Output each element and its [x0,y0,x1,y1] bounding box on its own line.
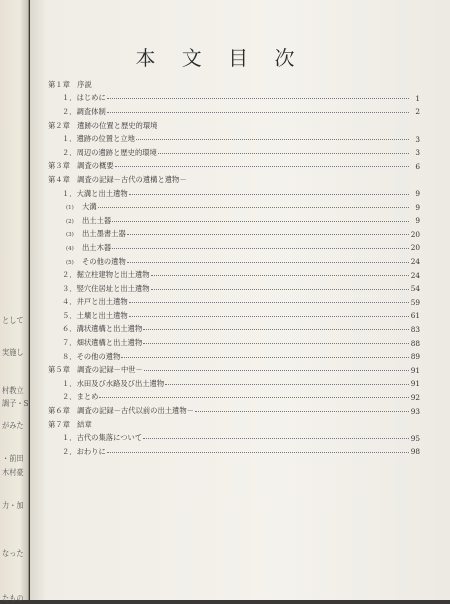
toc-page-number: 9 [415,202,420,212]
toc-page-number: 9 [415,216,420,226]
toc-entry-label: 第３章 調査の概要 [48,161,114,171]
dot-leader [143,437,409,439]
toc-entry-label: 第１章 序説 [48,79,92,89]
toc-entry-label: ７．畑状遺構と出土遺物 [62,338,143,348]
dot-leader [112,220,409,222]
toc-page-number: 24 [410,257,420,267]
toc-section-entry [48,350,420,364]
toc-section-entry [48,336,420,350]
toc-section-entry [48,377,420,391]
previous-page-text-fragment: なった [2,549,24,558]
toc-chapter-entry [48,173,420,187]
toc-subsection-number: (1) [66,205,74,212]
toc-entry-label: 第２章 遺跡の位置と歴史的環境 [48,120,158,130]
toc-section-entry [48,323,420,337]
toc-entry-label: その他の遺物 [82,256,126,266]
toc-section-entry [48,268,420,282]
toc-entry-label: ２．おわりに [62,446,106,456]
toc-section-entry [48,105,420,119]
dot-leader [98,206,409,208]
dot-leader [99,396,409,398]
toc-entry-label: ２．まとめ [62,392,99,402]
previous-page-text-fragment: たもの [2,594,24,603]
dot-leader [107,111,409,113]
toc-chapter-entry [48,363,420,377]
toc-section-entry [48,241,420,255]
dot-leader [107,451,409,453]
toc-section-entry [48,200,420,214]
dot-leader [136,138,409,140]
toc-page-number: 61 [410,311,420,321]
dot-leader [151,274,409,276]
toc-page-number: 3 [415,134,420,144]
toc-page-number: 2 [415,107,420,117]
toc-section-entry [48,214,420,228]
toc-entry-label: １．水田及び水路及び出土遺物 [62,378,165,388]
toc-chapter-entry [48,418,420,432]
toc-section-entry [48,146,420,160]
toc-entry-label: 出土墨書土器 [82,229,126,239]
toc-page-number: 59 [410,297,420,307]
previous-page-text-fragment: 実施し [2,348,24,357]
toc-entry-label: １．大溝と出土遺物 [62,188,128,198]
toc-entry-label: ４．井戸と出土遺物 [62,297,128,307]
toc-page-number: 24 [410,270,420,280]
toc-page-number: 83 [410,324,420,334]
toc-chapter-entry [48,160,420,174]
dot-leader [121,356,409,358]
page-title: 本 文 目 次 [135,46,305,70]
toc-entry-label: ３．竪穴住居址と出土遺物 [62,283,150,293]
toc-chapter-entry [48,78,420,92]
toc-section-entry [48,431,420,445]
previous-page-text-fragment: ・前田 [2,454,24,463]
toc-entry-label: 第６章 調査の記録－古代以前の出土遺物－ [48,406,194,416]
toc-subsection-number: (5) [66,259,74,266]
toc-page-number: 91 [410,365,420,375]
toc-page-number: 89 [410,352,420,362]
previous-page-text-fragment: 力・加 [2,501,24,510]
dot-leader [129,301,409,303]
dot-leader [143,328,409,330]
toc-entry-label: 第４章 調査の記録－古代の遺構と遺物－ [48,174,187,184]
toc-subsection-number: (2) [66,218,74,225]
toc-page-number: 93 [410,406,420,416]
toc-page-number: 3 [415,148,420,158]
toc-entry-label: ５．土壙と出土遺物 [62,310,128,320]
toc-section-entry [48,92,420,106]
dot-leader [112,247,409,249]
previous-page-text-fragment: がみた [2,421,24,430]
toc-entry-label: 出土土器 [82,215,112,225]
toc-entry-label: ６．溝状遺構と出土遺物 [62,324,143,334]
toc-section-entry [48,132,420,146]
toc-entry-label: 第７章 結章 [48,419,92,429]
previous-page-text-fragment: として [2,316,24,325]
previous-page-edge [0,0,29,603]
toc-page [30,0,450,600]
previous-page-text-fragment: 木村豪 [2,468,24,477]
toc-chapter-entry [48,119,420,133]
previous-page-text-fragment: 村教立 [2,386,24,395]
dot-leader [165,383,409,385]
toc-section-entry [48,296,420,310]
toc-section-entry [48,187,420,201]
toc-section-entry [48,228,420,242]
toc-page-number: 98 [410,447,420,457]
toc-section-entry [48,391,420,405]
toc-page-number: 1 [415,93,420,103]
toc-section-entry [48,309,420,323]
dot-leader [127,233,409,235]
toc-page-number: 20 [410,243,420,253]
dot-leader [127,261,409,263]
toc-page-number: 6 [415,161,420,171]
dot-leader [107,97,409,99]
toc-page-number: 88 [410,338,420,348]
toc-section-entry [48,282,420,296]
toc-entry-label: １．古代の集落について [62,433,143,443]
dot-leader [151,288,409,290]
dot-leader [195,410,409,412]
toc-entry-label: ２．調査体制 [62,106,106,116]
toc-page-number: 91 [410,379,420,389]
dot-leader [115,165,409,167]
toc-entry-label: １．はじめに [62,93,106,103]
dot-leader [144,369,409,371]
dot-leader [129,193,409,195]
toc-section-entry [48,445,420,459]
toc-page-number: 92 [410,392,420,402]
toc-entry-label: １．遺跡の位置と立地 [62,134,135,144]
toc-page-number: 54 [410,284,420,294]
toc-entry-label: 第５章 調査の記録－中世－ [48,365,143,375]
table-of-contents [48,78,420,459]
toc-entry-label: ２．周辺の遺跡と歴史的環境 [62,147,157,157]
toc-entry-label: ２．掘立柱建物と出土遺物 [62,270,150,280]
toc-subsection-number: (3) [66,232,74,239]
toc-page-number: 20 [410,229,420,239]
toc-entry-label: ８．その他の遺物 [62,351,121,361]
previous-page-text-fragment: 調子・S [2,399,29,408]
toc-subsection-number: (4) [66,245,74,252]
dot-leader [158,152,409,154]
toc-section-entry [48,255,420,269]
toc-page-number: 95 [410,433,420,443]
toc-chapter-entry [48,404,420,418]
dot-leader [143,342,409,344]
toc-entry-label: 大溝 [82,202,97,212]
dot-leader [129,315,409,317]
toc-entry-label: 出土木器 [82,242,112,252]
toc-page-number: 9 [415,189,420,199]
